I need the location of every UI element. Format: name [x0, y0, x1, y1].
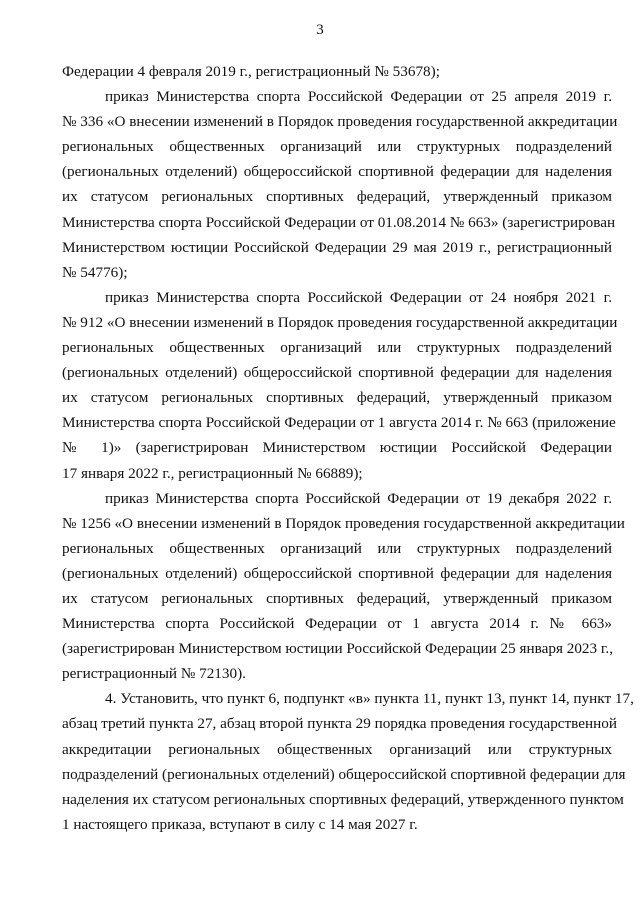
paragraph-p4: [62, 686, 634, 837]
text-line: регистрационный № 72130).: [62, 665, 246, 683]
text-line: 1 настоящего приказа, вступают в силу с 14 мая 2027 г.: [62, 815, 418, 833]
text-line: № 54776);: [62, 263, 128, 281]
text-line: Министерства спорта Российской Федерации от 01.08.2014 № 663» (зарегистрирован: [62, 213, 616, 231]
paragraph-p1: [62, 84, 618, 285]
text-line: (региональных отделений) общероссийской спортивной федерации для наделения: [62, 564, 612, 582]
text-line: № 912 «О внесении изменений в Порядок проведения государственной аккредитации: [62, 313, 618, 331]
text-line: (зарегистрирован Министерством юстиции Российской Федерации 25 января 2023 г.,: [62, 640, 614, 658]
text-line: № 336 «О внесении изменений в Порядок проведения государственной аккредитации: [62, 113, 618, 131]
text-line: Министерства спорта Российской Федерации от 1 августа 2014 г. № 663»: [62, 615, 612, 633]
text-line: региональных общественных организаций или структурных подразделений: [62, 339, 612, 357]
text-line: приказ Министерства спорта Российской Федерации от 24 ноября 2021 г.: [105, 288, 612, 306]
text-line: их статусом региональных спортивных федераций, утвержденный приказом: [62, 389, 612, 407]
paragraph-p3: [62, 486, 625, 687]
text-line: № 1256 «О внесении изменений в Порядок проведения государственной аккредитации: [62, 514, 625, 532]
text-line: Министерства спорта Российской Федерации от 1 августа 2014 г. № 663 (приложение: [62, 414, 616, 432]
text-line: наделения их статусом региональных спортивных федераций, утвержденного пунктом: [62, 790, 624, 808]
text-line: Министерством юстиции Российской Федерации 29 мая 2019 г., регистрационный: [62, 238, 612, 256]
text-line: Федерации 4 февраля 2019 г., регистрационный № 53678);: [62, 63, 440, 80]
text-line: аккредитации региональных общественных организаций или структурных: [62, 740, 612, 758]
text-line: абзац третий пункта 27, абзац второй пункта 29 порядка проведения государственной: [62, 715, 617, 733]
text-line: их статусом региональных спортивных федераций, утвержденный приказом: [62, 188, 612, 206]
text-line: региональных общественных организаций или структурных подразделений: [62, 138, 612, 156]
text-line: № 1)» (зарегистрирован Министерством юстиции Российской Федерации: [62, 439, 612, 457]
text-line: (региональных отделений) общероссийской спортивной федерации для наделения: [62, 163, 612, 181]
document-body: [62, 59, 634, 837]
text-line: 4. Установить, что пункт 6, подпункт «в» пункта 11, пункт 13, пункт 14, пункт 17,: [105, 690, 634, 708]
page-number: 3: [316, 22, 324, 38]
text-line: подразделений (региональных отделений) общероссийской спортивной федерации для: [62, 765, 626, 783]
text-line: 17 января 2022 г., регистрационный № 66889);: [62, 464, 363, 482]
paragraph-p0: [62, 59, 612, 84]
text-line: региональных общественных организаций или структурных подразделений: [62, 539, 612, 557]
text-line: их статусом региональных спортивных федераций, утвержденный приказом: [62, 589, 612, 607]
text-line: приказ Министерства спорта Российской Федерации от 19 декабря 2022 г.: [105, 489, 612, 507]
text-line: приказ Министерства спорта Российской Федерации от 25 апреля 2019 г.: [105, 88, 612, 106]
text-line: (региональных отделений) общероссийской спортивной федерации для наделения: [62, 364, 612, 382]
paragraph-p2: [62, 285, 618, 486]
